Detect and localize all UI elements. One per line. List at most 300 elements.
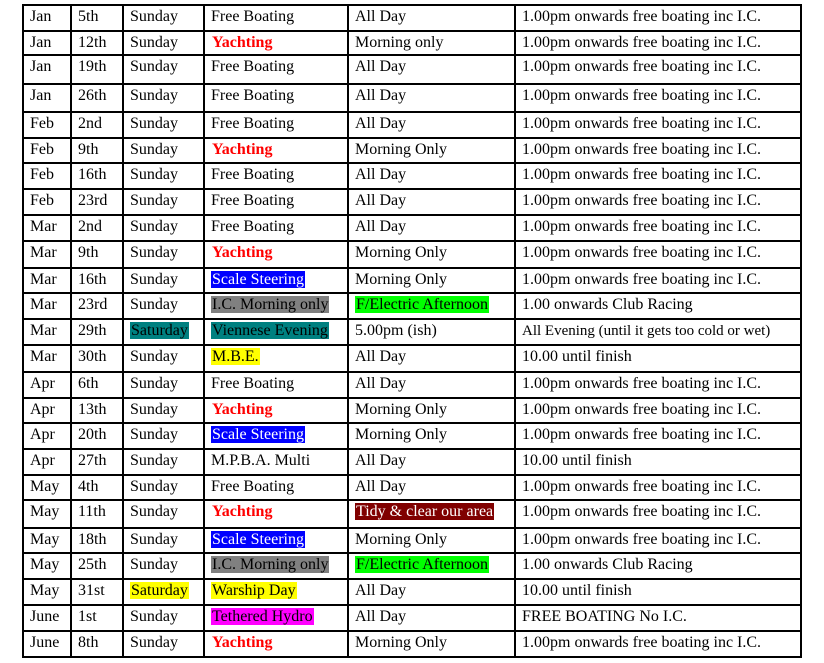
weekday-cell — [123, 268, 204, 293]
weekday-text: Sunday — [130, 478, 178, 495]
table-row — [23, 189, 801, 215]
weekday-text: Sunday — [130, 271, 178, 288]
notes-cell — [515, 319, 801, 345]
table-row — [23, 215, 801, 241]
event-cell — [204, 423, 348, 449]
weekday-text: Sunday — [130, 244, 178, 261]
weekday-text: Sunday — [130, 87, 178, 104]
session-text: All Day — [355, 478, 407, 495]
session-text: All Day — [355, 192, 407, 209]
notes-text: 1.00pm onwards free boating inc I.C. — [522, 426, 762, 443]
month-text: Mar — [30, 244, 57, 261]
month-cell — [23, 112, 71, 138]
event-text: Free Boating — [211, 375, 295, 392]
day-text: 4th — [78, 478, 99, 495]
event-cell — [204, 268, 348, 293]
event-cell — [204, 189, 348, 215]
table-row — [23, 500, 801, 528]
notes-text: 1.00pm onwards free boating inc I.C. — [522, 401, 762, 418]
month-text: Apr — [30, 401, 55, 418]
table-row — [23, 319, 801, 345]
day-text: 31st — [78, 582, 105, 599]
session-cell — [348, 319, 515, 345]
schedule-table — [22, 4, 802, 658]
session-cell — [348, 215, 515, 241]
event-text: Scale Steering — [212, 271, 304, 288]
weekday-text: Sunday — [130, 166, 178, 183]
notes-cell — [515, 605, 801, 631]
event-text: Free Boating — [211, 218, 295, 235]
weekday-cell — [123, 579, 204, 605]
day-cell — [71, 215, 123, 241]
notes-cell — [515, 423, 801, 449]
day-text: 26th — [78, 87, 107, 104]
session-text: Morning Only — [355, 141, 447, 158]
notes-cell — [515, 55, 801, 84]
event-cell — [204, 241, 348, 268]
event-text: Warship Day — [212, 582, 296, 599]
weekday-cell — [123, 500, 204, 528]
notes-text: 1.00pm onwards free boating inc I.C. — [522, 141, 762, 158]
event-text: Free Boating — [211, 58, 295, 75]
table-row — [23, 293, 801, 319]
session-text: All Day — [355, 608, 407, 625]
table-row — [23, 241, 801, 268]
month-cell — [23, 372, 71, 398]
notes-text: 10.00 until finish — [522, 582, 632, 599]
event-cell — [204, 215, 348, 241]
weekday-text: Sunday — [130, 141, 178, 158]
month-text: May — [30, 503, 60, 520]
month-cell — [23, 475, 71, 500]
event-cell — [204, 475, 348, 500]
session-text: Tidy & clear our area — [356, 503, 494, 520]
day-cell — [71, 31, 123, 55]
month-text: Jan — [30, 34, 52, 51]
event-text: Yachting — [212, 244, 273, 261]
table-row — [23, 475, 801, 500]
day-text: 16th — [78, 271, 107, 288]
notes-cell — [515, 345, 801, 372]
month-text: Jan — [30, 87, 52, 104]
weekday-text: Sunday — [130, 34, 178, 51]
day-cell — [71, 268, 123, 293]
table-row — [23, 138, 801, 163]
day-cell — [71, 579, 123, 605]
month-cell — [23, 631, 71, 657]
day-cell — [71, 112, 123, 138]
session-cell — [348, 605, 515, 631]
notes-text: 1.00pm onwards free boating inc I.C. — [522, 192, 762, 209]
day-cell — [71, 55, 123, 84]
session-cell — [348, 528, 515, 553]
weekday-text: Sunday — [130, 426, 178, 443]
notes-cell — [515, 449, 801, 475]
day-text: 8th — [78, 634, 99, 651]
month-cell — [23, 579, 71, 605]
event-cell — [204, 631, 348, 657]
event-cell — [204, 345, 348, 372]
session-text: 5.00pm (ish) — [355, 322, 437, 339]
session-text: All Day — [355, 166, 407, 183]
weekday-cell — [123, 449, 204, 475]
table-row — [23, 528, 801, 553]
table-row — [23, 423, 801, 449]
weekday-cell — [123, 31, 204, 55]
event-text: Free Boating — [211, 166, 295, 183]
day-cell — [71, 398, 123, 423]
weekday-cell — [123, 631, 204, 657]
month-cell — [23, 398, 71, 423]
day-text: 11th — [78, 503, 106, 520]
day-text: 5th — [78, 8, 99, 25]
notes-cell — [515, 268, 801, 293]
event-cell — [204, 163, 348, 189]
table-row — [23, 449, 801, 475]
event-text: Scale Steering — [212, 426, 304, 443]
month-text: Jan — [30, 58, 52, 75]
month-cell — [23, 528, 71, 553]
event-text: Yachting — [212, 401, 273, 418]
weekday-text: Sunday — [130, 192, 178, 209]
day-cell — [71, 372, 123, 398]
notes-text: 1.00pm onwards free boating inc I.C. — [522, 244, 762, 261]
month-text: May — [30, 478, 60, 495]
session-cell — [348, 553, 515, 579]
notes-text: 10.00 until finish — [522, 452, 632, 469]
session-text: Morning Only — [355, 426, 447, 443]
day-text: 6th — [78, 375, 99, 392]
month-cell — [23, 215, 71, 241]
event-cell — [204, 112, 348, 138]
weekday-text: Saturday — [131, 322, 188, 339]
weekday-cell — [123, 241, 204, 268]
table-row — [23, 372, 801, 398]
notes-text: 1.00pm onwards free boating inc I.C. — [522, 218, 762, 235]
notes-cell — [515, 112, 801, 138]
weekday-text: Sunday — [130, 58, 178, 75]
month-text: Feb — [30, 192, 54, 209]
session-text: All Day — [355, 452, 407, 469]
notes-text: 1.00pm onwards free boating inc I.C. — [522, 166, 762, 183]
session-text: All Day — [355, 348, 407, 365]
month-text: Mar — [30, 218, 57, 235]
weekday-cell — [123, 345, 204, 372]
month-text: June — [30, 634, 60, 651]
month-text: Apr — [30, 426, 55, 443]
weekday-text: Sunday — [130, 115, 178, 132]
notes-text: 1.00pm onwards free boating inc I.C. — [522, 531, 762, 548]
event-cell — [204, 293, 348, 319]
day-cell — [71, 605, 123, 631]
month-text: Feb — [30, 141, 54, 158]
month-cell — [23, 55, 71, 84]
day-text: 30th — [78, 348, 107, 365]
notes-text: 1.00pm onwards free boating inc I.C. — [522, 58, 762, 75]
day-text: 19th — [78, 58, 107, 75]
day-text: 18th — [78, 531, 107, 548]
notes-text: FREE BOATING No I.C. — [522, 608, 687, 625]
notes-cell — [515, 84, 801, 112]
day-text: 20th — [78, 426, 107, 443]
notes-text: 1.00pm onwards free boating inc I.C. — [522, 87, 762, 104]
notes-cell — [515, 475, 801, 500]
event-text: Yachting — [212, 34, 273, 51]
month-text: Feb — [30, 166, 54, 183]
weekday-cell — [123, 55, 204, 84]
event-text: M.P.B.A. Multi — [211, 452, 311, 469]
event-text: M.B.E. — [212, 348, 259, 365]
session-text: Morning Only — [355, 244, 447, 261]
month-cell — [23, 319, 71, 345]
weekday-cell — [123, 528, 204, 553]
event-text: Free Boating — [211, 115, 295, 132]
table-row — [23, 112, 801, 138]
month-cell — [23, 163, 71, 189]
weekday-text: Sunday — [130, 634, 178, 651]
session-cell — [348, 268, 515, 293]
session-cell — [348, 84, 515, 112]
session-cell — [348, 163, 515, 189]
month-cell — [23, 293, 71, 319]
session-cell — [348, 372, 515, 398]
day-cell — [71, 163, 123, 189]
table-row — [23, 631, 801, 657]
weekday-text: Sunday — [130, 8, 178, 25]
event-cell — [204, 84, 348, 112]
event-text: Free Boating — [211, 87, 295, 104]
month-cell — [23, 553, 71, 579]
notes-cell — [515, 500, 801, 528]
weekday-cell — [123, 553, 204, 579]
event-cell — [204, 55, 348, 84]
month-cell — [23, 605, 71, 631]
weekday-cell — [123, 84, 204, 112]
notes-text: 10.00 until finish — [522, 348, 632, 365]
session-cell — [348, 475, 515, 500]
day-text: 9th — [78, 141, 99, 158]
notes-text: 1.00 onwards Club Racing — [522, 556, 693, 573]
weekday-text: Sunday — [130, 296, 178, 313]
month-text: May — [30, 556, 60, 573]
notes-cell — [515, 31, 801, 55]
session-cell — [348, 138, 515, 163]
day-cell — [71, 500, 123, 528]
weekday-cell — [123, 372, 204, 398]
day-text: 16th — [78, 166, 107, 183]
event-text: Free Boating — [211, 192, 295, 209]
day-text: 1st — [78, 608, 97, 625]
month-cell — [23, 241, 71, 268]
session-text: All Day — [355, 87, 407, 104]
notes-text: 1.00pm onwards free boating inc I.C. — [522, 115, 762, 132]
table-row — [23, 553, 801, 579]
month-cell — [23, 189, 71, 215]
weekday-cell — [123, 5, 204, 31]
weekday-cell — [123, 189, 204, 215]
event-text: Yachting — [212, 503, 273, 520]
event-cell — [204, 605, 348, 631]
session-cell — [348, 31, 515, 55]
weekday-cell — [123, 293, 204, 319]
session-text: All Day — [355, 582, 407, 599]
notes-text: 1.00pm onwards free boating inc I.C. — [522, 34, 762, 51]
month-cell — [23, 500, 71, 528]
weekday-text: Sunday — [130, 218, 178, 235]
event-cell — [204, 579, 348, 605]
day-text: 13th — [78, 401, 107, 418]
day-text: 9th — [78, 244, 99, 261]
event-cell — [204, 500, 348, 528]
event-text: Scale Steering — [212, 531, 304, 548]
notes-text: 1.00pm onwards free boating inc I.C. — [522, 634, 762, 651]
day-cell — [71, 293, 123, 319]
table-row — [23, 84, 801, 112]
month-cell — [23, 268, 71, 293]
notes-cell — [515, 293, 801, 319]
session-cell — [348, 449, 515, 475]
day-cell — [71, 84, 123, 112]
event-cell — [204, 449, 348, 475]
event-text: I.C. Morning only — [212, 556, 329, 573]
weekday-cell — [123, 398, 204, 423]
day-text: 23rd — [78, 296, 108, 313]
session-text: All Day — [355, 8, 407, 25]
weekday-text: Sunday — [130, 503, 178, 520]
session-cell — [348, 423, 515, 449]
session-text: Morning only — [355, 34, 444, 51]
session-text: Morning Only — [355, 271, 447, 288]
event-text: Tethered Hydro — [212, 608, 313, 625]
weekday-cell — [123, 215, 204, 241]
weekday-cell — [123, 475, 204, 500]
event-text: Free Boating — [211, 8, 295, 25]
weekday-cell — [123, 423, 204, 449]
session-cell — [348, 579, 515, 605]
notes-text: 1.00pm onwards free boating inc I.C. — [522, 271, 762, 288]
event-text: Viennese Evening — [212, 322, 328, 339]
month-text: Mar — [30, 348, 57, 365]
day-cell — [71, 5, 123, 31]
table-row — [23, 605, 801, 631]
day-text: 27th — [78, 452, 107, 469]
table-row — [23, 398, 801, 423]
session-cell — [348, 112, 515, 138]
session-cell — [348, 293, 515, 319]
session-cell — [348, 631, 515, 657]
session-cell — [348, 189, 515, 215]
table-row — [23, 579, 801, 605]
event-cell — [204, 528, 348, 553]
notes-cell — [515, 631, 801, 657]
event-cell — [204, 553, 348, 579]
weekday-text: Sunday — [130, 556, 178, 573]
session-text: All Day — [355, 58, 407, 75]
session-text: Morning Only — [355, 401, 447, 418]
notes-cell — [515, 163, 801, 189]
notes-text: 1.00 onwards Club Racing — [522, 296, 693, 313]
month-text: Apr — [30, 452, 55, 469]
day-cell — [71, 553, 123, 579]
session-cell — [348, 398, 515, 423]
month-text: Mar — [30, 271, 57, 288]
weekday-text: Sunday — [130, 375, 178, 392]
notes-text: All Evening (until it gets too cold or wet) — [522, 323, 771, 339]
notes-cell — [515, 372, 801, 398]
session-text: F/Electric Afternoon — [356, 556, 488, 573]
notes-cell — [515, 241, 801, 268]
day-cell — [71, 189, 123, 215]
day-cell — [71, 449, 123, 475]
event-text: Yachting — [212, 141, 273, 158]
weekday-cell — [123, 605, 204, 631]
day-cell — [71, 319, 123, 345]
month-cell — [23, 345, 71, 372]
weekday-cell — [123, 319, 204, 345]
table-row — [23, 55, 801, 84]
session-text: F/Electric Afternoon — [356, 296, 488, 313]
session-text: Morning Only — [355, 531, 447, 548]
weekday-text: Sunday — [130, 452, 178, 469]
event-cell — [204, 398, 348, 423]
table-row — [23, 31, 801, 55]
notes-text: 1.00pm onwards free boating inc I.C. — [522, 503, 762, 520]
table-row — [23, 345, 801, 372]
weekday-text: Sunday — [130, 608, 178, 625]
event-text: I.C. Morning only — [212, 296, 329, 313]
session-cell — [348, 55, 515, 84]
month-cell — [23, 138, 71, 163]
notes-cell — [515, 138, 801, 163]
day-text: 2nd — [78, 218, 102, 235]
notes-text: 1.00pm onwards free boating inc I.C. — [522, 375, 762, 392]
session-cell — [348, 5, 515, 31]
notes-cell — [515, 528, 801, 553]
day-cell — [71, 631, 123, 657]
notes-cell — [515, 215, 801, 241]
month-text: Mar — [30, 322, 57, 339]
notes-cell — [515, 398, 801, 423]
month-cell — [23, 423, 71, 449]
day-cell — [71, 345, 123, 372]
day-text: 2nd — [78, 115, 102, 132]
notes-cell — [515, 553, 801, 579]
event-cell — [204, 138, 348, 163]
month-text: Mar — [30, 296, 57, 313]
notes-text: 1.00pm onwards free boating inc I.C. — [522, 8, 762, 25]
session-cell — [348, 500, 515, 528]
session-text: All Day — [355, 115, 407, 132]
day-text: 23rd — [78, 192, 108, 209]
day-cell — [71, 138, 123, 163]
weekday-text: Sunday — [130, 348, 178, 365]
notes-cell — [515, 189, 801, 215]
month-cell — [23, 449, 71, 475]
event-cell — [204, 5, 348, 31]
weekday-text: Sunday — [130, 531, 178, 548]
weekday-text: Sunday — [130, 401, 178, 418]
weekday-text: Saturday — [131, 582, 188, 599]
weekday-cell — [123, 138, 204, 163]
day-text: 25th — [78, 556, 107, 573]
month-text: Jan — [30, 8, 52, 25]
notes-cell — [515, 579, 801, 605]
day-cell — [71, 423, 123, 449]
month-text: Apr — [30, 375, 55, 392]
notes-text: 1.00pm onwards free boating inc I.C. — [522, 478, 762, 495]
event-text: Free Boating — [211, 478, 295, 495]
day-cell — [71, 528, 123, 553]
